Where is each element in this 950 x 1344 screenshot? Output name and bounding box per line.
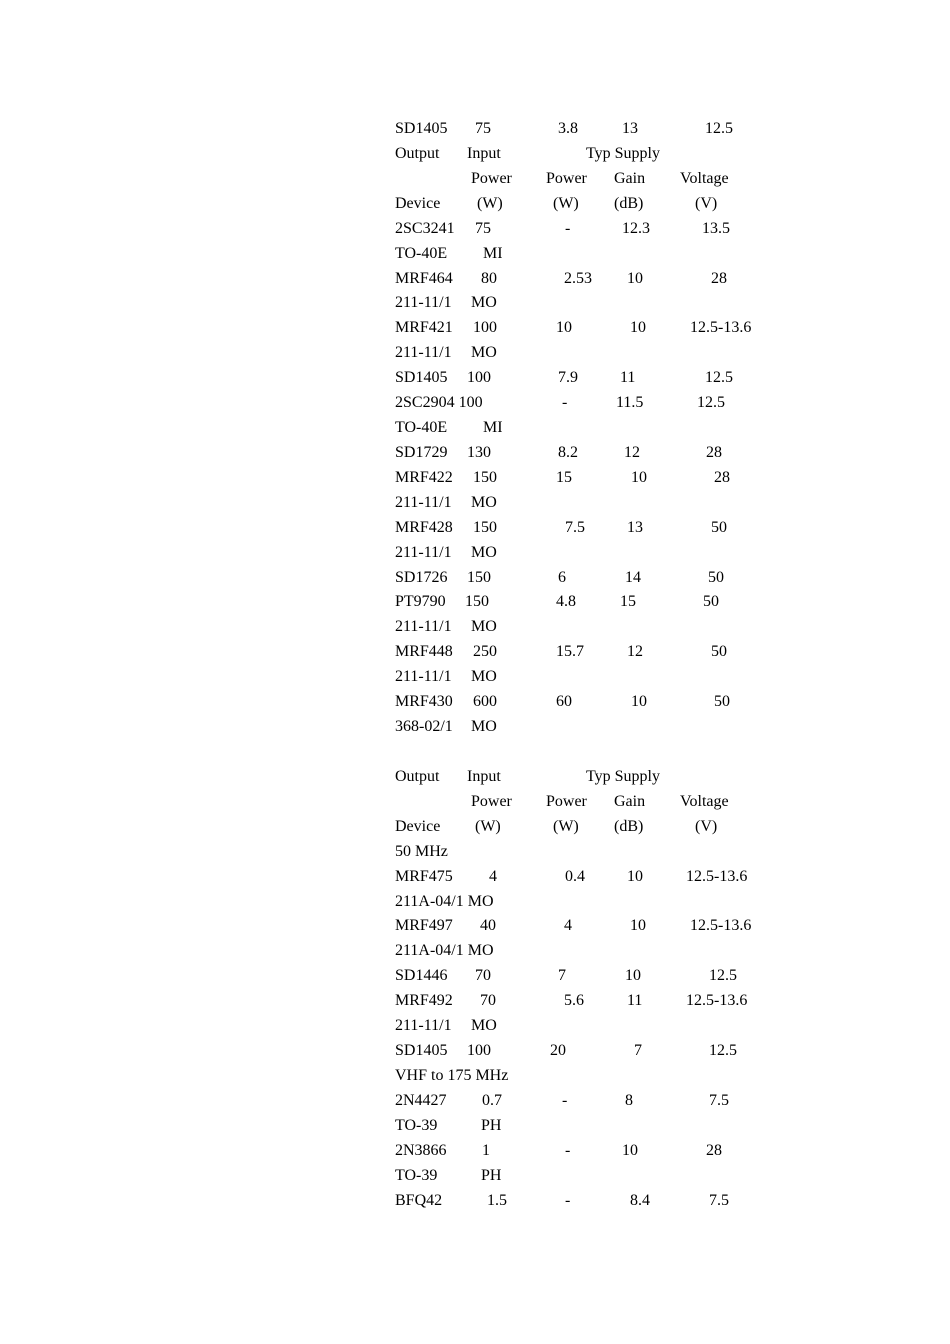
table-cell: Output [395, 144, 440, 162]
table-cell: 2SC3241 [395, 219, 455, 237]
table-cell: Voltage [680, 792, 729, 810]
table-cell: MO [471, 1017, 497, 1035]
table-cell: 8.4 [630, 1191, 650, 1209]
table-cell: MRF475 [395, 867, 453, 885]
table-cell: 12.3 [622, 219, 650, 237]
table-cell: (dB) [614, 194, 644, 212]
table-cell: 211-11/1 [395, 1017, 452, 1035]
text-line [0, 814, 950, 839]
table-cell: 10 [622, 1141, 638, 1159]
table-cell: 10 [627, 269, 643, 287]
table-cell: 250 [473, 643, 497, 661]
table-cell: 1.5 [487, 1191, 507, 1209]
text-line [0, 864, 950, 889]
table-cell: MO [471, 718, 497, 736]
table-cell: SD1446 [395, 967, 448, 985]
table-cell: 15 [556, 468, 572, 486]
text-line [0, 639, 950, 664]
text-line [0, 365, 950, 390]
text-line [0, 540, 950, 565]
table-cell: 211A-04/1 MO [395, 892, 494, 910]
table-cell: 7 [634, 1042, 642, 1060]
table-cell: PH [481, 1166, 502, 1184]
text-line [0, 315, 950, 340]
text-line [0, 938, 950, 963]
text-line [0, 714, 950, 739]
table-cell: 10 [631, 693, 647, 711]
text-line [0, 290, 950, 315]
text-line [0, 1138, 950, 1163]
table-cell: Voltage [680, 169, 729, 187]
table-cell: 13.5 [702, 219, 730, 237]
table-cell: Gain [614, 169, 646, 187]
table-cell: MO [471, 668, 497, 686]
table-cell: 7.9 [558, 369, 578, 387]
table-cell: TO-39 [395, 1116, 438, 1134]
table-cell: Power [471, 169, 512, 187]
table-cell: (V) [695, 817, 718, 835]
table-cell: 50 MHz [395, 842, 448, 860]
table-cell: 1 [482, 1141, 490, 1159]
text-line [0, 340, 950, 365]
table-cell: Power [546, 169, 587, 187]
table-cell: MO [471, 618, 497, 636]
table-cell: 50 [711, 518, 727, 536]
table-cell: 12.5 [709, 1042, 737, 1060]
table-cell: 13 [627, 518, 643, 536]
text-line [0, 415, 950, 440]
text-line [0, 689, 950, 714]
text-line [0, 913, 950, 938]
table-cell: (W) [477, 194, 503, 212]
table-cell: 28 [706, 1141, 722, 1159]
table-cell: Gain [614, 792, 646, 810]
table-cell: 5.6 [564, 992, 584, 1010]
table-cell: 211-11/1 [395, 618, 452, 636]
text-line [0, 764, 950, 789]
table-cell: - [562, 394, 568, 412]
table-cell: 150 [473, 468, 497, 486]
table-cell: 100 [473, 319, 497, 337]
table-cell: Input [467, 144, 501, 162]
table-cell: Typ Supply [586, 144, 660, 162]
table-cell: 12.5 [705, 120, 733, 137]
table-cell: 13 [622, 120, 638, 137]
table-cell: 10 [627, 867, 643, 885]
table-cell: MRF430 [395, 693, 453, 711]
table-cell: 12.5-13.6 [686, 992, 748, 1010]
text-line [0, 614, 950, 639]
table-cell: 12 [624, 443, 640, 461]
table-cell: (W) [553, 817, 579, 835]
text-line [0, 141, 950, 166]
text-line [0, 565, 950, 590]
text-line [0, 1063, 950, 1088]
table-cell: 3.8 [558, 120, 578, 137]
table-cell: 150 [473, 518, 497, 536]
table-cell: SD1405 [395, 369, 448, 387]
table-cell: (V) [695, 194, 718, 212]
table-cell: 10 [630, 319, 646, 337]
table-cell: 50 [703, 593, 719, 611]
table-cell: 14 [625, 568, 641, 586]
table-cell: VHF to 175 MHz [395, 1066, 509, 1084]
text-line [0, 390, 950, 415]
table-cell: 12.5 [709, 967, 737, 985]
table-cell: 70 [475, 967, 491, 985]
table-cell: 7.5 [565, 518, 585, 536]
text-line [0, 1163, 950, 1188]
table-cell: 600 [473, 693, 497, 711]
table-cell: MO [471, 543, 497, 561]
table-cell: MO [471, 294, 497, 312]
table-cell: (W) [475, 817, 501, 835]
table-cell: 8.2 [558, 443, 578, 461]
table-cell: SD1405 [395, 1042, 448, 1060]
text-line [0, 739, 950, 764]
table-cell: MRF422 [395, 468, 453, 486]
table-cell: Input [467, 767, 501, 785]
table-cell: 28 [711, 269, 727, 287]
text-line [0, 1113, 950, 1138]
text-line [0, 266, 950, 291]
table-cell: 10 [556, 319, 572, 337]
table-cell: 50 [708, 568, 724, 586]
table-cell: 0.7 [482, 1091, 502, 1109]
table-cell: 12.5-13.6 [690, 917, 752, 935]
table-cell: 28 [706, 443, 722, 461]
table-cell: MRF492 [395, 992, 453, 1010]
table-cell: 211-11/1 [395, 668, 452, 686]
table-cell: 50 [714, 693, 730, 711]
text-line [0, 440, 950, 465]
table-cell: BFQ42 [395, 1191, 443, 1209]
text-line [0, 1188, 950, 1213]
table-cell: 6 [558, 568, 566, 586]
table-cell: TO-40E [395, 244, 448, 262]
table-cell: - [565, 219, 571, 237]
table-cell: MRF464 [395, 269, 453, 287]
table-cell: MRF421 [395, 319, 453, 337]
table-cell: 0.4 [565, 867, 585, 885]
table-cell: 70 [480, 992, 496, 1010]
table-cell: 7.5 [709, 1091, 729, 1109]
table-cell: 150 [465, 593, 489, 611]
table-cell: Power [546, 792, 587, 810]
table-cell: 50 [711, 643, 727, 661]
table-cell: TO-39 [395, 1166, 438, 1184]
table-cell: 368-02/1 [395, 718, 453, 736]
table-cell: 12.5 [697, 394, 725, 412]
table-cell: 20 [550, 1042, 566, 1060]
table-cell: 4 [489, 867, 497, 885]
table-cell: - [565, 1191, 571, 1209]
table-cell: TO-40E [395, 419, 448, 437]
text-line [0, 216, 950, 241]
table-cell: 4.8 [556, 593, 576, 611]
table-cell: 12 [627, 643, 643, 661]
table-cell: 15 [620, 593, 636, 611]
table-cell: MI [483, 419, 503, 437]
table-cell: 10 [630, 917, 646, 935]
table-cell: 100 [467, 1042, 491, 1060]
table-cell: PH [481, 1116, 502, 1134]
table-cell: 211-11/1 [395, 543, 452, 561]
table-cell: 80 [481, 269, 497, 287]
table-cell: Device [395, 817, 441, 835]
table-cell: MRF497 [395, 917, 453, 935]
table-cell: 60 [556, 693, 572, 711]
table-cell: 7 [558, 967, 566, 985]
table-cell: 7.5 [709, 1191, 729, 1209]
text-line [0, 988, 950, 1013]
text-line [0, 241, 950, 266]
table-cell: 11 [620, 369, 636, 387]
table-cell: 211-11/1 [395, 344, 452, 362]
table-cell: SD1726 [395, 568, 448, 586]
table-cell: 75 [475, 219, 491, 237]
table-cell: 211A-04/1 MO [395, 942, 494, 960]
table-cell: - [565, 1141, 571, 1159]
table-cell: 4 [564, 917, 572, 935]
table-cell: MRF448 [395, 643, 453, 661]
text-line [0, 515, 950, 540]
table-cell: 211-11/1 [395, 493, 452, 511]
table-cell: MO [471, 493, 497, 511]
text-line [0, 1013, 950, 1038]
table-cell: 10 [631, 468, 647, 486]
text-line [0, 889, 950, 914]
table-cell: 11.5 [616, 394, 644, 412]
table-cell: Output [395, 767, 440, 785]
text-line [0, 664, 950, 689]
table-cell: Typ Supply [586, 767, 660, 785]
text-line [0, 839, 950, 864]
table-cell: Device [395, 194, 441, 212]
table-cell: 100 [467, 369, 491, 387]
table-cell: 15.7 [556, 643, 584, 661]
text-line [0, 490, 950, 515]
table-cell: 2N3866 [395, 1141, 447, 1159]
table-cell: 40 [480, 917, 496, 935]
table-cell: Power [471, 792, 512, 810]
table-cell: 12.5 [705, 369, 733, 387]
table-cell: 2.53 [564, 269, 592, 287]
table-cell: 12.5-13.6 [686, 867, 748, 885]
table-cell: 130 [467, 443, 491, 461]
text-line [0, 1088, 950, 1113]
table-cell: 2SC2904 100 [395, 394, 483, 412]
table-cell: PT9790 [395, 593, 446, 611]
table-cell: SD1405 [395, 120, 448, 137]
text-line [0, 116, 950, 141]
text-line [0, 589, 950, 614]
table-cell: 28 [714, 468, 730, 486]
table-cell: 150 [467, 568, 491, 586]
text-line [0, 1038, 950, 1063]
table-cell: 12.5-13.6 [690, 319, 752, 337]
table-cell: 75 [475, 120, 491, 137]
table-cell: MRF428 [395, 518, 453, 536]
table-cell: 10 [625, 967, 641, 985]
text-line [0, 963, 950, 988]
table-cell: MO [471, 344, 497, 362]
text-line [0, 191, 950, 216]
table-cell: (dB) [614, 817, 644, 835]
table-cell: 211-11/1 [395, 294, 452, 312]
table-cell: (W) [553, 194, 579, 212]
text-line [0, 166, 950, 191]
text-line [0, 465, 950, 490]
table-cell: 11 [627, 992, 643, 1010]
table-cell: - [562, 1091, 568, 1109]
table-cell: 8 [625, 1091, 633, 1109]
table-cell: 2N4427 [395, 1091, 447, 1109]
table-cell: SD1729 [395, 443, 448, 461]
table-cell: MI [483, 244, 503, 262]
text-line [0, 789, 950, 814]
